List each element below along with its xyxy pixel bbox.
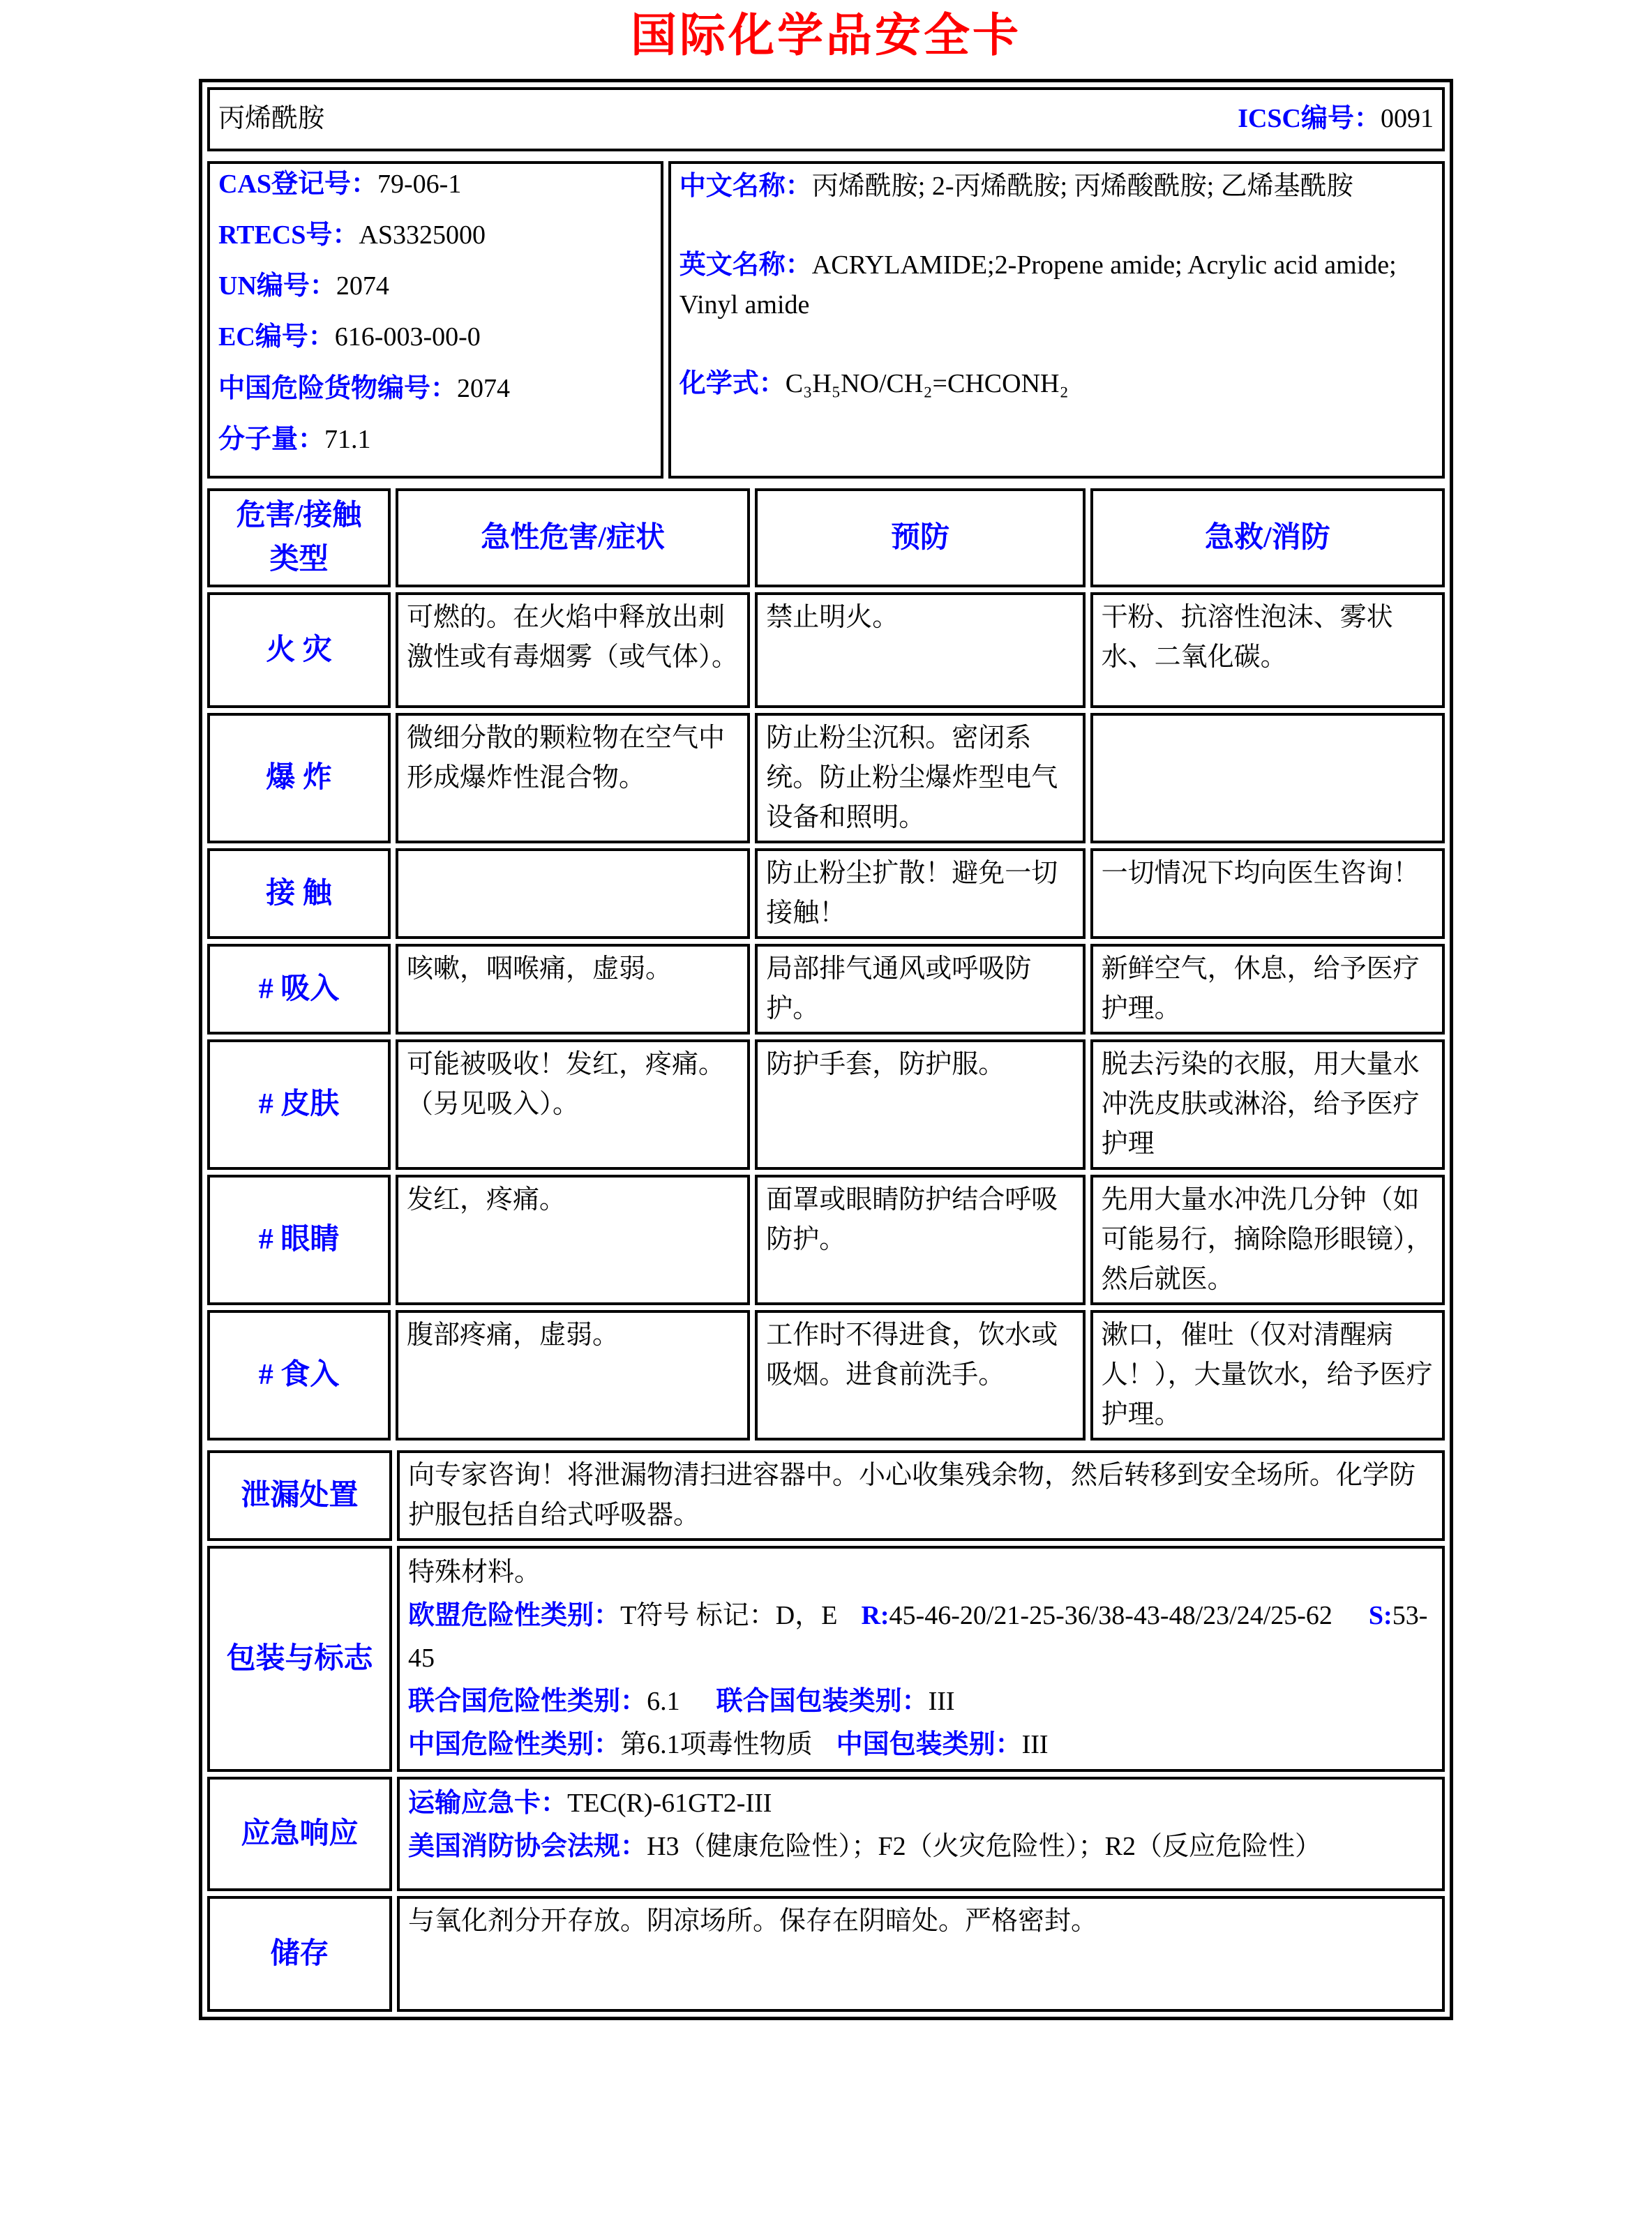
first-aid-cell: 一切情况下均向医生咨询！ bbox=[1090, 848, 1445, 939]
header-prevention: 预防 bbox=[755, 488, 1085, 587]
eu-hazard-label: 欧盟危险性类别： bbox=[408, 1600, 621, 1630]
chemical-card bbox=[199, 79, 1453, 2021]
hazard-type-cell: # 眼睛 bbox=[207, 1175, 391, 1305]
un-class-line bbox=[408, 1680, 1434, 1724]
symptoms-cell: 腹部疼痛，虚弱。 bbox=[396, 1310, 750, 1441]
info-row bbox=[207, 161, 1445, 479]
first-aid-cell: 脱去污染的衣服，用大量水冲洗皮肤或淋浴，给予医疗护理 bbox=[1090, 1039, 1445, 1170]
prevention-cell: 禁止明火。 bbox=[755, 592, 1085, 708]
header-hazard-type: 危害/接触 类型 bbox=[207, 488, 391, 587]
hazard-type-cell: 爆 炸 bbox=[207, 713, 391, 843]
first-aid-cell: 先用大量水冲洗几分钟（如可能易行，摘除隐形眼镜），然后就医。 bbox=[1090, 1175, 1445, 1305]
page-title: 国际化学品安全卡 bbox=[631, 10, 1021, 61]
first-aid-cell bbox=[1090, 713, 1445, 843]
r-phrase-label: R: bbox=[861, 1600, 889, 1630]
emergency-row bbox=[207, 1777, 1445, 1891]
un-value: 2074 bbox=[336, 271, 389, 301]
formula-value: C₃H₅NO/CH₂=CHCONH₂ bbox=[785, 368, 1069, 398]
cn-pack-label: 中国包装类别： bbox=[836, 1729, 1022, 1759]
un-pack-value: III bbox=[928, 1687, 955, 1717]
ec-number-line bbox=[218, 319, 652, 355]
name-row bbox=[207, 87, 1445, 151]
symptoms-cell: 可能被吸收！发红，疼痛。（另见吸入）。 bbox=[396, 1039, 750, 1170]
molecular-weight-value: 71.1 bbox=[324, 425, 371, 455]
storage-row bbox=[207, 1896, 1445, 2012]
formula-line bbox=[679, 364, 1434, 404]
china-dg-number-line bbox=[218, 371, 652, 407]
hazard-type-cell: # 食入 bbox=[207, 1310, 391, 1441]
symptoms-cell: 微细分散的颗粒物在空气中形成爆炸性混合物。 bbox=[396, 713, 750, 843]
spill-row bbox=[207, 1450, 1445, 1541]
hazard-table bbox=[202, 483, 1450, 1445]
spill-text: 向专家咨询！将泄漏物清扫进容器中。小心收集残余物，然后转移到安全场所。化学防护服包括自给式呼吸器。 bbox=[397, 1450, 1445, 1541]
rtecs-number-line bbox=[218, 218, 652, 253]
english-name-label: 英文名称： bbox=[679, 250, 812, 280]
registry-ids-cell bbox=[207, 161, 663, 479]
un-label: UN编号： bbox=[218, 271, 336, 301]
china-dg-value: 2074 bbox=[457, 373, 511, 403]
molecular-weight-line bbox=[218, 422, 652, 458]
prevention-cell: 面罩或眼睛防护结合呼吸防护。 bbox=[755, 1175, 1085, 1305]
hazard-row-explosion bbox=[207, 713, 1445, 843]
hazard-type-cell: 接 触 bbox=[207, 848, 391, 939]
ec-label: EC编号： bbox=[218, 322, 335, 352]
prevention-cell: 工作时不得进食，饮水或吸烟。进食前洗手。 bbox=[755, 1310, 1085, 1441]
hazard-row-fire bbox=[207, 592, 1445, 708]
info-table bbox=[202, 156, 1450, 484]
chemical-names-cell bbox=[668, 161, 1445, 479]
symptoms-cell: 咳嗽，咽喉痛，虚弱。 bbox=[396, 944, 750, 1035]
nfpa-label: 美国消防协会法规： bbox=[408, 1831, 647, 1861]
first-aid-cell: 干粉、抗溶性泡沫、雾状水、二氧化碳。 bbox=[1090, 592, 1445, 708]
nfpa-value: H3（健康危险性）；F2（火灾危险性）；R2（反应危险性） bbox=[647, 1831, 1321, 1861]
chemical-name: 丙烯酰胺 bbox=[218, 104, 325, 134]
name-table bbox=[202, 82, 1450, 156]
packaging-row bbox=[207, 1546, 1445, 1772]
transport-card-value: TEC(R)-61GT2-III bbox=[567, 1789, 772, 1819]
hazard-type-cell: # 皮肤 bbox=[207, 1039, 391, 1170]
nfpa-line bbox=[408, 1826, 1434, 1869]
s-phrase-label: S: bbox=[1368, 1600, 1392, 1630]
hazard-row-eyes bbox=[207, 1175, 1445, 1305]
hazard-row-contact bbox=[207, 848, 1445, 939]
storage-label: 储存 bbox=[207, 1896, 392, 2012]
symptoms-cell: 发红，疼痛。 bbox=[396, 1175, 750, 1305]
prevention-cell: 防止粉尘沉积。密闭系统。防止粉尘爆炸型电气设备和照明。 bbox=[755, 713, 1085, 843]
r-phrase-value: 45-46-20/21-25-36/38-43-48/23/24/25-62 bbox=[889, 1600, 1332, 1630]
un-pack-label: 联合国包装类别： bbox=[716, 1687, 929, 1717]
special-material-line: 特殊材料。 bbox=[408, 1558, 541, 1588]
hazard-header-row bbox=[207, 488, 1445, 587]
cn-class-value: 第6.1项毒性物质 bbox=[620, 1729, 813, 1759]
transport-card-label: 运输应急卡： bbox=[408, 1789, 568, 1819]
molecular-weight-label: 分子量： bbox=[218, 425, 325, 455]
prevention-cell: 局部排气通风或呼吸防护。 bbox=[755, 944, 1085, 1035]
storage-text: 与氧化剂分开存放。阴凉场所。保存在阴暗处。严格密封。 bbox=[397, 1896, 1445, 2012]
header-first-aid: 急救/消防 bbox=[1090, 488, 1445, 587]
packaging-label: 包装与标志 bbox=[207, 1546, 392, 1772]
chinese-name-line bbox=[679, 167, 1434, 206]
rtecs-label: RTECS号： bbox=[218, 220, 359, 250]
icsc-value: 0091 bbox=[1381, 104, 1434, 134]
sections-table bbox=[202, 1445, 1450, 2017]
chinese-name-value: 丙烯酰胺; 2-丙烯酰胺; 丙烯酸酰胺; 乙烯基酰胺 bbox=[811, 171, 1353, 201]
cas-number-line bbox=[218, 167, 652, 202]
symptoms-cell: 可燃的。在火焰中释放出刺激性或有毒烟雾（或气体）。 bbox=[396, 592, 750, 708]
un-number-line bbox=[218, 269, 652, 304]
first-aid-cell: 漱口，催吐（仅对清醒病人！），大量饮水，给予医疗护理。 bbox=[1090, 1310, 1445, 1441]
symptoms-cell bbox=[396, 848, 750, 939]
first-aid-cell: 新鲜空气，休息，给予医疗护理。 bbox=[1090, 944, 1445, 1035]
prevention-cell: 防止粉尘扩散！避免一切接触！ bbox=[755, 848, 1085, 939]
name-row-cell bbox=[207, 87, 1445, 151]
cn-pack-value: III bbox=[1021, 1729, 1049, 1759]
chinese-name-label: 中文名称： bbox=[679, 171, 812, 201]
un-class-label: 联合国危险性类别： bbox=[408, 1687, 647, 1717]
hazard-row-skin bbox=[207, 1039, 1445, 1170]
cas-value: 79-06-1 bbox=[377, 169, 462, 199]
spill-label: 泄漏处置 bbox=[207, 1450, 392, 1541]
hazard-type-cell: # 吸入 bbox=[207, 944, 391, 1035]
s-phrase-value: 53-45 bbox=[408, 1600, 1428, 1673]
packaging-content bbox=[397, 1546, 1445, 1772]
emergency-content bbox=[397, 1777, 1445, 1891]
english-name-value: ACRYLAMIDE;2-Propene amide; Acrylic acid amide; Vinyl amide bbox=[679, 250, 1397, 319]
icsc-number bbox=[1238, 99, 1434, 139]
cn-class-line bbox=[408, 1724, 1434, 1767]
icsc-label: ICSC编号： bbox=[1238, 104, 1381, 134]
eu-hazard-value: T符号 标记：D，E bbox=[620, 1600, 838, 1630]
header-symptoms: 急性危害/症状 bbox=[396, 488, 750, 587]
rtecs-value: AS3325000 bbox=[359, 220, 486, 250]
prevention-cell: 防护手套，防护服。 bbox=[755, 1039, 1085, 1170]
ec-value: 616-003-00-0 bbox=[334, 322, 481, 352]
transport-card-line bbox=[408, 1782, 1434, 1826]
english-name-line bbox=[679, 246, 1434, 325]
emergency-label: 应急响应 bbox=[207, 1777, 392, 1891]
un-class-value: 6.1 bbox=[647, 1687, 680, 1717]
hazard-row-inhalation bbox=[207, 944, 1445, 1035]
cn-class-label: 中国危险性类别： bbox=[408, 1729, 621, 1759]
formula-label: 化学式： bbox=[679, 368, 786, 398]
china-dg-label: 中国危险货物编号： bbox=[218, 373, 458, 403]
eu-hazard-line bbox=[408, 1595, 1434, 1680]
cas-label: CAS登记号： bbox=[218, 169, 378, 199]
hazard-type-cell: 火 灾 bbox=[207, 592, 391, 708]
hazard-row-ingestion bbox=[207, 1310, 1445, 1441]
